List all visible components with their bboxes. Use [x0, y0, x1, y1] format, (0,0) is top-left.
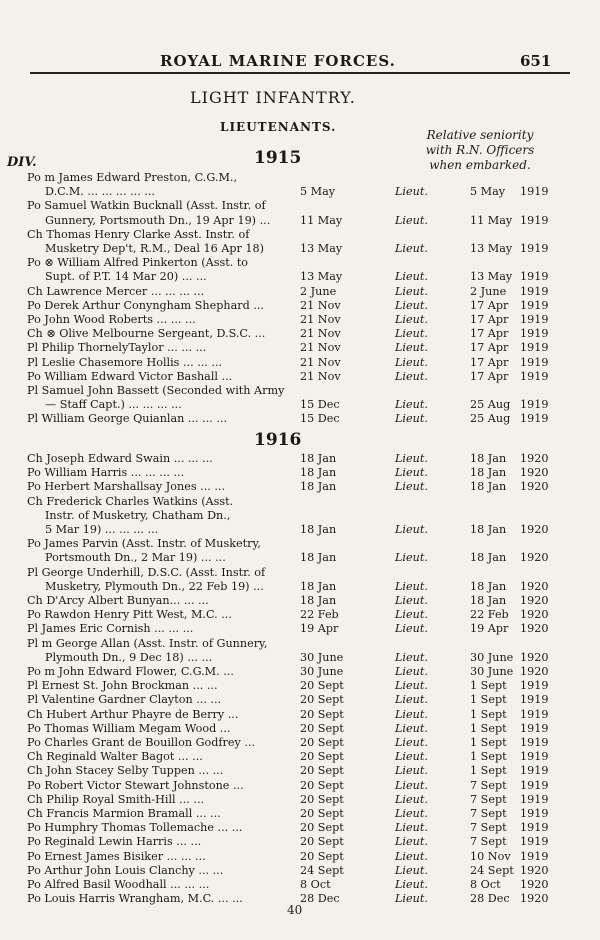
list-item: [0, 821, 600, 835]
list-item: [0, 185, 600, 199]
running-header-title: ROYAL MARINE FORCES.: [160, 52, 396, 70]
relative-date: 1 Sept: [470, 764, 507, 778]
relative-date: 24 Sept: [470, 863, 514, 877]
relative-date: 18 Jan: [470, 594, 507, 607]
rank: Lieut.: [395, 849, 428, 863]
list-item: [0, 285, 600, 299]
officer-name: Ch Francis Marmion Bramall ... ...: [27, 807, 221, 820]
rank: Lieut.: [395, 551, 428, 565]
relative-date: 22 Feb: [470, 608, 509, 622]
list-item: [0, 764, 600, 778]
relative-date: 11 May: [470, 213, 513, 227]
relative-year: 1919: [520, 679, 549, 693]
officer-name: Ch Reginald Walter Bagot ... ...: [27, 750, 203, 764]
rank: Lieut.: [395, 764, 428, 778]
seniority-heading: [395, 128, 565, 173]
list-item: [0, 356, 600, 370]
list-item: [0, 736, 600, 750]
rank: Lieut.: [395, 523, 428, 536]
officer-name: Ch ⊗ Olive Melbourne Sergeant, D.S.C. ...: [27, 327, 266, 341]
seniority-date: 20 Sept: [300, 721, 344, 735]
section-title: LIGHT INFANTRY.: [190, 88, 356, 107]
relative-year: 1920: [520, 622, 549, 636]
rank: Lieut.: [395, 892, 428, 906]
relative-year: 1920: [520, 523, 549, 536]
rank: Lieut.: [395, 608, 428, 622]
page-number: 651: [520, 52, 552, 70]
officer-name: Gunnery, Portsmouth Dn., 19 Apr 19) ...: [45, 213, 271, 227]
list-item: [0, 256, 600, 270]
year-heading-1915: 1915: [254, 148, 302, 168]
relative-year: 1919: [520, 721, 549, 735]
seniority-date: 18 Jan: [300, 579, 337, 593]
relative-year: 1919: [520, 242, 549, 255]
seniority-date: 22 Feb: [300, 608, 339, 622]
list-item: [0, 466, 600, 480]
seniority-heading-line: when embarked.: [429, 158, 531, 172]
seniority-date: 20 Sept: [300, 679, 344, 693]
list-item: [0, 523, 600, 537]
officer-name: Po Rawdon Henry Pitt West, M.C. ...: [27, 608, 232, 622]
seniority-heading-line: with R.N. Officers: [425, 143, 535, 157]
list-item: [0, 878, 600, 892]
rank: Lieut.: [395, 298, 428, 312]
list-item: [0, 537, 600, 551]
relative-year: 1920: [520, 650, 549, 664]
list-item: [0, 384, 600, 398]
rank: Lieut.: [395, 313, 428, 326]
relative-date: 18 Jan: [470, 579, 507, 593]
seniority-date: 20 Sept: [300, 821, 344, 835]
relative-date: 18 Jan: [470, 523, 507, 536]
subsection-title: LIEUTENANTS.: [220, 120, 337, 134]
list-item: [0, 313, 600, 327]
list-item: [0, 370, 600, 384]
officer-name: Po m John Edward Flower, C.G.M. ...: [27, 665, 234, 678]
seniority-date: 20 Sept: [300, 693, 344, 707]
relative-year: 1920: [520, 863, 549, 877]
officer-name: Pl James Eric Cornish ... ... ...: [27, 622, 194, 636]
list-item: [0, 679, 600, 693]
officer-name: Pl Valentine Gardner Clayton ... ...: [27, 693, 222, 707]
officer-name: Ch Thomas Henry Clarke Asst. Instr. of: [27, 227, 250, 241]
officer-name: Instr. of Musketry, Chatham Dn.,: [45, 508, 231, 522]
list-item: [0, 551, 600, 565]
relative-date: 1 Sept: [470, 693, 507, 707]
seniority-date: 18 Jan: [300, 452, 337, 465]
seniority-date: 2 June: [300, 284, 337, 298]
relative-year: 1920: [520, 665, 549, 678]
seniority-date: 21 Nov: [300, 355, 341, 369]
officer-name: Ch Philip Royal Smith-Hill ... ...: [27, 792, 205, 806]
relative-year: 1920: [520, 594, 549, 607]
relative-year: 1919: [520, 736, 549, 749]
rank: Lieut.: [395, 284, 428, 298]
seniority-date: 20 Sept: [300, 792, 344, 806]
seniority-date: 20 Sept: [300, 707, 344, 721]
list-item: [0, 651, 600, 665]
officer-name: Ch Joseph Edward Swain ... ... ...: [27, 452, 213, 465]
seniority-date: 21 Nov: [300, 369, 341, 383]
relative-date: 17 Apr: [470, 313, 509, 326]
list-item: [0, 637, 600, 651]
rank: Lieut.: [395, 679, 428, 693]
relative-year: 1919: [520, 213, 549, 227]
rank: Lieut.: [395, 835, 428, 849]
officer-name: Po William Harris ... ... ... ...: [27, 466, 185, 480]
list-item: [0, 622, 600, 636]
officer-name: Po Reginald Lewin Harris ... ...: [27, 835, 202, 849]
officer-name: Ch Lawrence Mercer ... ... ... ...: [27, 284, 205, 298]
year-heading-1916: 1916: [254, 430, 302, 450]
rank: Lieut.: [395, 185, 428, 199]
relative-year: 1919: [520, 185, 549, 199]
relative-date: 8 Oct: [470, 878, 501, 891]
relative-date: 17 Apr: [470, 327, 509, 341]
officer-name: Po Robert Victor Stewart Johnstone ...: [27, 778, 244, 792]
footer-number: 40: [287, 903, 303, 917]
officer-name: Po Charles Grant de Bouillon Godfrey ...: [27, 736, 256, 749]
relative-date: 17 Apr: [470, 369, 509, 383]
relative-year: 1920: [520, 466, 549, 480]
relative-date: 17 Apr: [470, 355, 509, 369]
rank: Lieut.: [395, 466, 428, 480]
rank: Lieut.: [395, 863, 428, 877]
relative-date: 1 Sept: [470, 750, 507, 764]
officer-name: Po Thomas William Megam Wood ...: [27, 721, 231, 735]
seniority-date: 21 Nov: [300, 298, 341, 312]
relative-year: 1919: [520, 398, 549, 412]
relative-date: 7 Sept: [470, 807, 507, 820]
relative-year: 1919: [520, 270, 549, 284]
officer-name: Po Herbert Marshallsay Jones ... ...: [27, 480, 226, 494]
officer-name: Plymouth Dn., 9 Dec 18) ... ...: [45, 650, 213, 664]
relative-date: 7 Sept: [470, 778, 507, 792]
seniority-date: 24 Sept: [300, 863, 344, 877]
relative-date: 18 Jan: [470, 466, 507, 480]
relative-date: 19 Apr: [470, 622, 509, 636]
relative-year: 1920: [520, 579, 549, 593]
relative-year: 1919: [520, 341, 549, 355]
list-item: [0, 327, 600, 341]
relative-date: 17 Apr: [470, 298, 509, 312]
list-item: [0, 608, 600, 622]
seniority-date: 18 Jan: [300, 523, 337, 536]
seniority-date: 19 Apr: [300, 622, 339, 636]
seniority-date: 13 May: [300, 270, 343, 284]
seniority-date: 30 June: [300, 650, 344, 664]
rank: Lieut.: [395, 693, 428, 707]
officer-name: D.C.M. ... ... ... ... ...: [45, 185, 155, 199]
rank: Lieut.: [395, 650, 428, 664]
list-item: [0, 398, 600, 412]
seniority-date: 20 Sept: [300, 778, 344, 792]
relative-year: 1920: [520, 480, 549, 494]
list-item: [0, 412, 600, 426]
relative-date: 7 Sept: [470, 792, 507, 806]
relative-year: 1919: [520, 313, 549, 326]
rank: Lieut.: [395, 452, 428, 465]
list-item: [0, 495, 600, 509]
list-item: [0, 214, 600, 228]
relative-date: 13 May: [470, 270, 513, 284]
list-item: [0, 835, 600, 849]
seniority-date: 20 Sept: [300, 807, 344, 820]
seniority-date: 15 Dec: [300, 412, 340, 426]
seniority-date: 18 Jan: [300, 466, 337, 480]
seniority-date: 20 Sept: [300, 835, 344, 849]
list-item: [0, 171, 600, 185]
officer-name: Pl Philip ThornelyTaylor ... ... ...: [27, 341, 207, 355]
list-item: [0, 793, 600, 807]
officer-name: Musketry Dep't, R.M., Deal 16 Apr 18): [45, 242, 264, 255]
officer-name: Portsmouth Dn., 2 Mar 19) ... ...: [45, 551, 226, 565]
officer-name: Po ⊗ William Alfred Pinkerton (Asst. to: [27, 256, 249, 270]
relative-date: 1 Sept: [470, 736, 507, 749]
rank: Lieut.: [395, 594, 428, 607]
rank: Lieut.: [395, 721, 428, 735]
relative-date: 17 Apr: [470, 341, 509, 355]
seniority-date: 20 Sept: [300, 764, 344, 778]
seniority-date: 20 Sept: [300, 750, 344, 764]
relative-date: 30 June: [470, 650, 514, 664]
rank: Lieut.: [395, 327, 428, 341]
div-label: DIV.: [7, 155, 37, 170]
rank: Lieut.: [395, 242, 428, 255]
seniority-date: 13 May: [300, 242, 343, 255]
rank: Lieut.: [395, 736, 428, 749]
list-item: [0, 228, 600, 242]
officer-name: Supt. of P.T. 14 Mar 20) ... ...: [45, 270, 207, 284]
relative-year: 1919: [520, 750, 549, 764]
rank: Lieut.: [395, 369, 428, 383]
relative-year: 1919: [520, 835, 549, 849]
officer-name: Po Ernest James Bisiker ... ... ...: [27, 849, 206, 863]
relative-date: 2 June: [470, 284, 507, 298]
relative-date: 7 Sept: [470, 821, 507, 835]
relative-date: 25 Aug: [470, 398, 511, 412]
rank: Lieut.: [395, 622, 428, 636]
list-item: [0, 566, 600, 580]
officer-name: Po m James Edward Preston, C.G.M.,: [27, 171, 238, 184]
rank: Lieut.: [395, 412, 428, 426]
officer-name: Po Samuel Watkin Bucknall (Asst. Instr. of: [27, 199, 266, 213]
list-item: [0, 270, 600, 284]
relative-year: 1919: [520, 792, 549, 806]
officer-name: Po James Parvin (Asst. Instr. of Musketry,: [27, 537, 261, 551]
relative-year: 1919: [520, 327, 549, 341]
list-item: [0, 807, 600, 821]
relative-date: 13 May: [470, 242, 513, 255]
relative-year: 1919: [520, 412, 549, 426]
officer-name: Ch John Stacey Selby Tuppen ... ...: [27, 764, 224, 778]
seniority-date: 8 Oct: [300, 878, 331, 891]
seniority-date: 21 Nov: [300, 313, 341, 326]
officer-name: Po Derek Arthur Conyngham Shephard ...: [27, 298, 264, 312]
rank: Lieut.: [395, 792, 428, 806]
officer-name: Pl William George Quianlan ... ... ...: [27, 412, 228, 426]
list-item: [0, 580, 600, 594]
list-item: [0, 693, 600, 707]
seniority-date: 21 Nov: [300, 327, 341, 341]
officer-name: Pl George Underhill, D.S.C. (Asst. Instr. of: [27, 565, 266, 579]
seniority-heading-line: Relative seniority: [426, 128, 534, 142]
officer-name: Po William Edward Victor Bashall ...: [27, 369, 233, 383]
officer-name: Pl m George Allan (Asst. Instr. of Gunnery,: [27, 636, 268, 650]
seniority-date: 20 Sept: [300, 849, 344, 863]
seniority-date: 18 Jan: [300, 551, 337, 565]
officer-name: — Staff Capt.) ... ... ... ...: [45, 398, 182, 412]
seniority-date: 18 Jan: [300, 480, 337, 494]
relative-date: 30 June: [470, 665, 514, 678]
relative-date: 10 Nov: [470, 849, 511, 863]
list-item: [0, 665, 600, 679]
officer-name: Po John Wood Roberts ... ... ...: [27, 313, 196, 326]
officer-name: Po Humphry Thomas Tollemache ... ...: [27, 821, 243, 835]
rank: Lieut.: [395, 821, 428, 835]
officer-name: Ch Hubert Arthur Phayre de Berry ...: [27, 707, 239, 721]
rank: Lieut.: [395, 213, 428, 227]
officer-name: 5 Mar 19) ... ... ... ...: [45, 523, 159, 536]
relative-date: 18 Jan: [470, 551, 507, 565]
relative-year: 1919: [520, 355, 549, 369]
list-item: [0, 242, 600, 256]
seniority-date: 28 Dec: [300, 892, 340, 906]
rank: Lieut.: [395, 878, 428, 891]
relative-year: 1920: [520, 878, 549, 891]
rank: Lieut.: [395, 341, 428, 355]
list-item: [0, 299, 600, 313]
relative-year: 1919: [520, 707, 549, 721]
rank: Lieut.: [395, 579, 428, 593]
relative-year: 1920: [520, 551, 549, 565]
rank: Lieut.: [395, 480, 428, 494]
list-item: [0, 452, 600, 466]
relative-date: 1 Sept: [470, 707, 507, 721]
rank: Lieut.: [395, 355, 428, 369]
list-item: [0, 708, 600, 722]
relative-year: 1920: [520, 452, 549, 465]
list-item: [0, 850, 600, 864]
list-item: [0, 199, 600, 213]
list-item: [0, 864, 600, 878]
rank: Lieut.: [395, 270, 428, 284]
relative-year: 1919: [520, 821, 549, 835]
list-item: [0, 480, 600, 494]
rank: Lieut.: [395, 665, 428, 678]
seniority-date: 11 May: [300, 213, 343, 227]
relative-date: 7 Sept: [470, 835, 507, 849]
officer-name: Musketry, Plymouth Dn., 22 Feb 19) ...: [45, 579, 264, 593]
relative-year: 1920: [520, 892, 549, 906]
list-item: [0, 341, 600, 355]
seniority-date: 15 Dec: [300, 398, 340, 412]
officer-name: Po Louis Harris Wrangham, M.C. ... ...: [27, 892, 243, 906]
relative-date: 18 Jan: [470, 480, 507, 494]
relative-year: 1919: [520, 284, 549, 298]
rank: Lieut.: [395, 807, 428, 820]
officer-name: Pl Leslie Chasemore Hollis ... ... ...: [27, 355, 223, 369]
officer-name: Ch Frederick Charles Watkins (Asst.: [27, 494, 234, 508]
rank: Lieut.: [395, 778, 428, 792]
rank: Lieut.: [395, 707, 428, 721]
seniority-date: 5 May: [300, 185, 336, 199]
list-item: [0, 722, 600, 736]
list-item: [0, 779, 600, 793]
list-item: [0, 509, 600, 523]
seniority-date: 18 Jan: [300, 594, 337, 607]
officer-name: Ch D'Arcy Albert Bunyan... ... ...: [27, 594, 209, 607]
relative-year: 1919: [520, 693, 549, 707]
relative-date: 28 Dec: [470, 892, 510, 906]
relative-year: 1919: [520, 764, 549, 778]
officer-name: Po Arthur John Louis Clanchy ... ...: [27, 863, 224, 877]
rank: Lieut.: [395, 398, 428, 412]
relative-date: 1 Sept: [470, 721, 507, 735]
relative-year: 1919: [520, 849, 549, 863]
relative-date: 1 Sept: [470, 679, 507, 693]
relative-date: 18 Jan: [470, 452, 507, 465]
relative-year: 1919: [520, 369, 549, 383]
relative-date: 5 May: [470, 185, 506, 199]
seniority-date: 30 June: [300, 665, 344, 678]
list-item: [0, 594, 600, 608]
officer-name: Po Alfred Basil Woodhall ... ... ...: [27, 878, 210, 891]
relative-year: 1920: [520, 608, 549, 622]
relative-year: 1919: [520, 298, 549, 312]
seniority-date: 21 Nov: [300, 341, 341, 355]
header-rule: [30, 72, 570, 74]
seniority-date: 20 Sept: [300, 736, 344, 749]
officer-name: Pl Ernest St. John Brockman ... ...: [27, 679, 218, 693]
officer-name: Pl Samuel John Bassett (Seconded with Army: [27, 384, 285, 397]
relative-year: 1919: [520, 807, 549, 820]
list-item: [0, 750, 600, 764]
relative-year: 1919: [520, 778, 549, 792]
rank: Lieut.: [395, 750, 428, 764]
relative-date: 25 Aug: [470, 412, 511, 426]
